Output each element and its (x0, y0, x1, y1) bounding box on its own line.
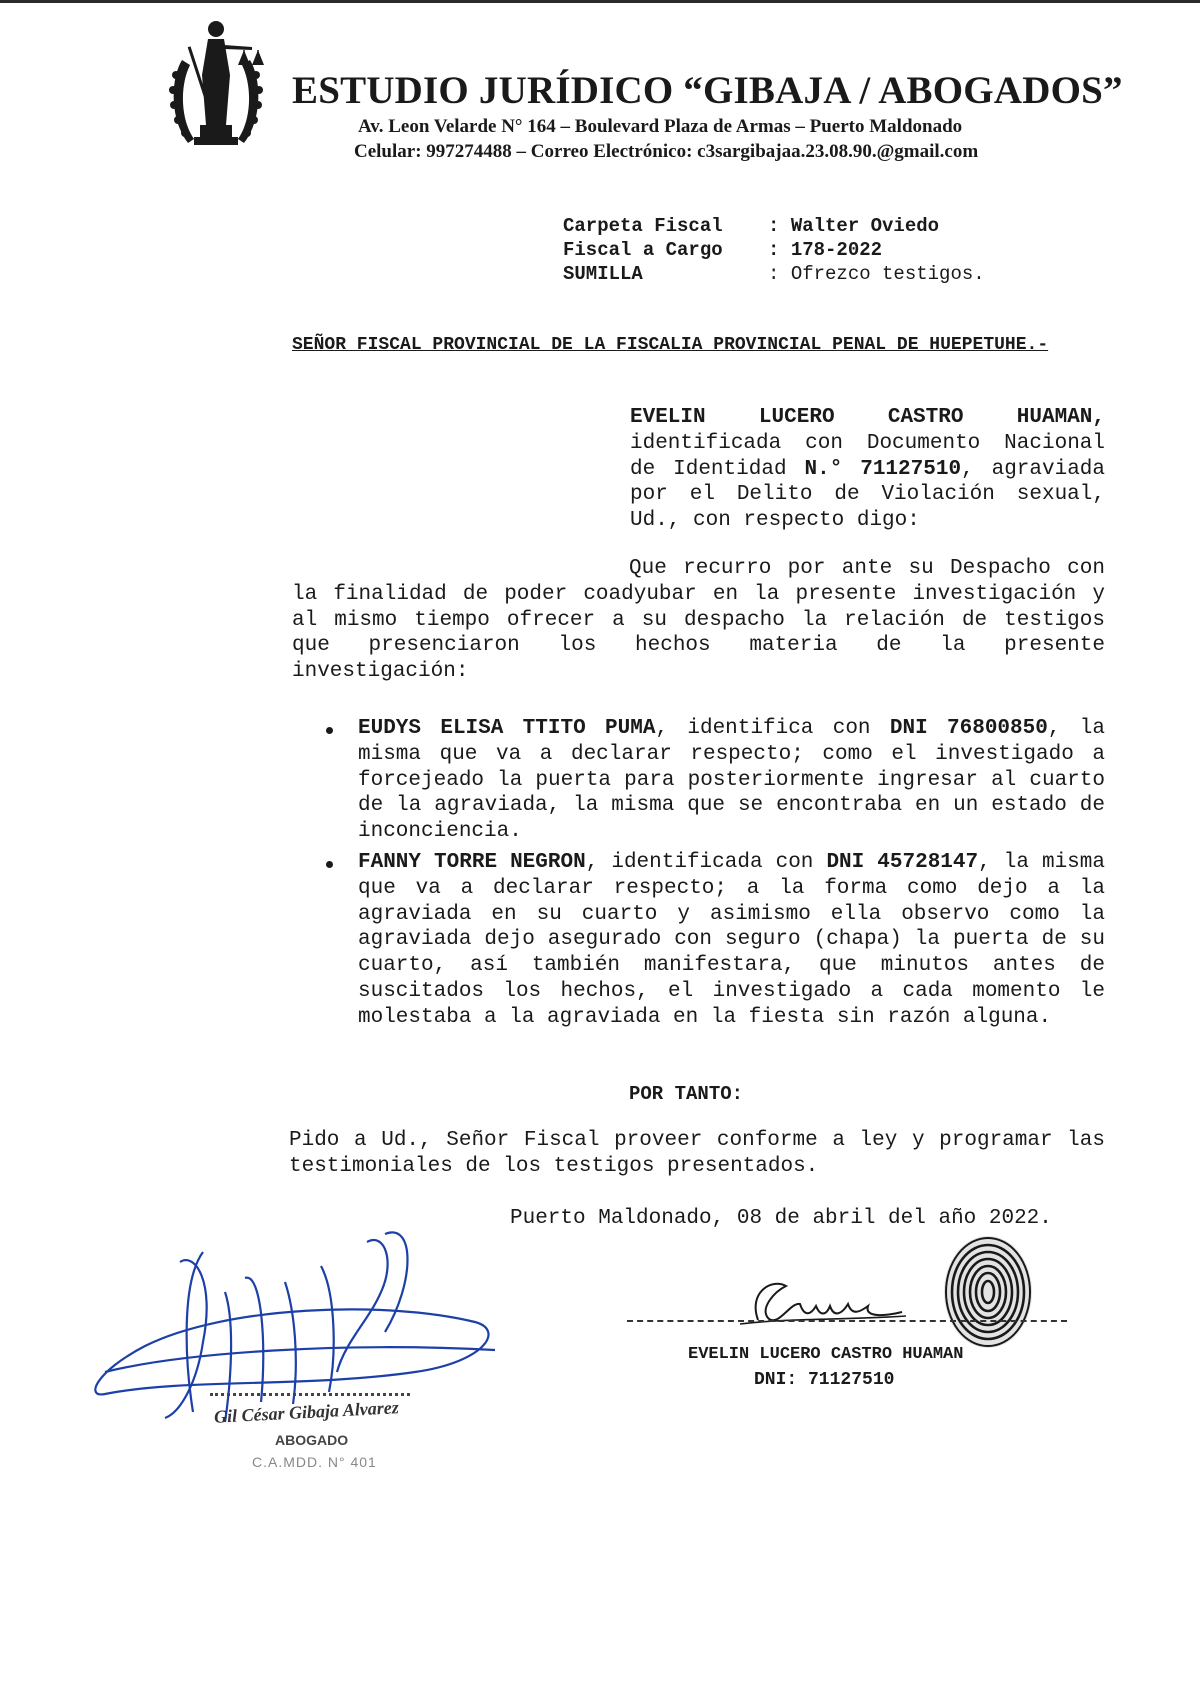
addressee-heading: SEÑOR FISCAL PROVINCIAL DE LA FISCALIA PROVINCIAL PENAL DE HUEPETUHE.- (292, 335, 1049, 355)
lawyer-stamp-title: ABOGADO (275, 1432, 349, 1448)
party-name: EVELIN LUCERO CASTRO HUAMAN, (630, 406, 1105, 429)
por-tanto-heading: POR TANTO: (629, 1083, 744, 1105)
firm-address: Av. Leon Velarde N° 164 – Boulevard Plaza de Armas – Puerto Maldonado (358, 116, 963, 137)
witness-text: , identifica con (655, 717, 871, 740)
firm-name: ESTUDIO JURÍDICO “GIBAJA / ABOGADOS” (292, 69, 1123, 112)
case-info-label: SUMILLA (563, 263, 643, 285)
request-paragraph: Pido a Ud., Señor Fiscal proveer conforme a ley y programar las testimoniales de los testigos presentados. (289, 1129, 1105, 1178)
case-info-separator: : (768, 239, 780, 261)
case-info-value: Ofrezco testigos. (790, 263, 985, 285)
case-info-row (563, 263, 985, 285)
case-info-value: Walter Oviedo (790, 215, 940, 237)
firm-contact: Celular: 997274488 – Correo Electrónico: c3sargibajaa.23.08.90.@gmail.com (354, 141, 979, 162)
lady-justice-icon (160, 15, 272, 165)
bullet-icon (326, 861, 333, 868)
case-info-value: 178-2022 (790, 239, 883, 261)
lawyer-stamp-name: Gil César Gibaja Alvarez (213, 1397, 400, 1427)
witness-text: , identificada con (585, 851, 814, 874)
case-info-label: Carpeta Fiscal (563, 215, 723, 237)
case-info-label: Fiscal a Cargo (563, 239, 723, 261)
lawyer-signature-icon (85, 1222, 505, 1432)
witness-text: , la misma que va a declarar respecto; a la forma como dejo a la agraviada en su cuarto y asimismo ella observo como la agraviada dejo asegurado con seguro (chapa) la puerta de su cuarto, así también manifestara, que minutos antes de suscitados los hechos, el investigado a cada momento le molestaba a la agraviada en la fiesta sin razón alguna. (358, 851, 1105, 1029)
signer-signature-icon (730, 1272, 910, 1334)
witness-name: EUDYS ELISA TTITO PUMA (358, 717, 656, 740)
signature-line (210, 1393, 410, 1396)
signer-name: EVELIN LUCERO CASTRO HUAMAN (688, 1345, 964, 1364)
page-top-edge (0, 0, 1200, 3)
lawyer-stamp-registration: C.A.MDD. N° 401 (252, 1454, 377, 1470)
case-info-separator: : (768, 263, 780, 285)
fingerprint-icon (940, 1232, 1036, 1350)
witness-text: , la misma que va a declarar respecto; como el investigado a forcejeado la puerta para posteriormente ingresar al cuarto de la agraviada, la misma que se encontraba en un estado de inconciencia. (358, 717, 1105, 844)
witness-dni: DNI 45728147 (826, 851, 979, 874)
intro-paragraph: Que recurro por ante su Despacho con la finalidad de poder coadyubar en la presente investigación y al mismo tiempo ofrecer a su despacho la relación de testigos que presenciaron los hechos materia de la presente investigación: (292, 557, 1105, 684)
place-date: Puerto Maldonado, 08 de abril del año 2022. (510, 1207, 1052, 1230)
party-dni: N.° 71127510 (804, 457, 962, 481)
witness-list-item (358, 716, 1105, 845)
witness-list-item (358, 850, 1105, 1031)
signature-line (627, 1320, 1067, 1322)
case-info-row (563, 215, 939, 237)
signer-dni: DNI: 71127510 (754, 1370, 895, 1390)
witness-name: FANNY TORRE NEGRON (358, 851, 586, 874)
party-text: identificada con Documento Nacional de Identidad (630, 431, 1105, 481)
case-info-separator: : (768, 215, 780, 237)
party-identification (630, 405, 1105, 534)
witness-dni: DNI 76800850 (889, 717, 1048, 740)
party-text: , agraviada por el Delito de Violación sexual, Ud., con respecto digo: (630, 457, 1106, 533)
case-info-row (563, 239, 882, 261)
bullet-icon (326, 727, 333, 734)
